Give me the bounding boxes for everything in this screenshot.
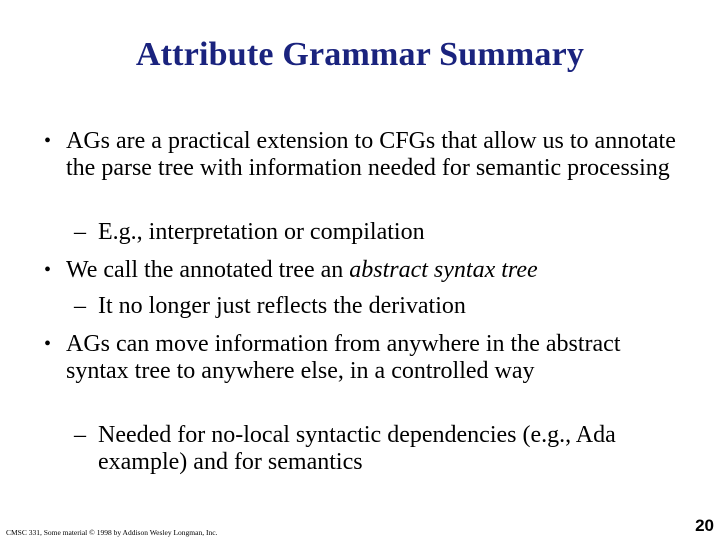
sub-bullet-marker: – xyxy=(74,219,86,245)
bullet-text: AGs can move information from anywhere in the abstract syntax tree to anywhere else, in a controlled way xyxy=(66,331,621,384)
bullet-text-italic: abstract syntax tree xyxy=(349,257,538,283)
sub-bullet-text: It no longer just reflects the derivation xyxy=(98,293,466,319)
page-number: 20 xyxy=(695,516,714,535)
sub-bullet-marker: – xyxy=(74,293,86,319)
sub-bullet-item xyxy=(74,293,698,320)
bullet-text-before: We call the annotated tree an xyxy=(66,257,350,283)
slide-title: Attribute Grammar Summary xyxy=(135,36,585,73)
bullet-marker: • xyxy=(44,333,52,355)
bullet-marker: • xyxy=(44,259,52,281)
bullet-marker: • xyxy=(44,130,52,152)
bullet-text: AGs are a practical extension to CFGs that allow us to annotate the parse tree with information needed for semantic processing xyxy=(66,128,676,181)
sub-bullet-text: E.g., interpretation or compilation xyxy=(98,219,425,245)
bullet-item xyxy=(44,128,686,182)
sub-bullet-marker: – xyxy=(74,422,86,448)
footer-copyright: CMSC 331, Some material © 1998 by Addison Wesley Longman, Inc. xyxy=(6,528,218,537)
bullet-item xyxy=(44,257,706,284)
sub-bullet-item xyxy=(74,219,698,246)
sub-bullet-item xyxy=(74,422,678,476)
bullet-item xyxy=(44,331,666,385)
sub-bullet-text: Needed for no-local syntactic dependencies (e.g., Ada example) and for semantics xyxy=(98,422,616,475)
